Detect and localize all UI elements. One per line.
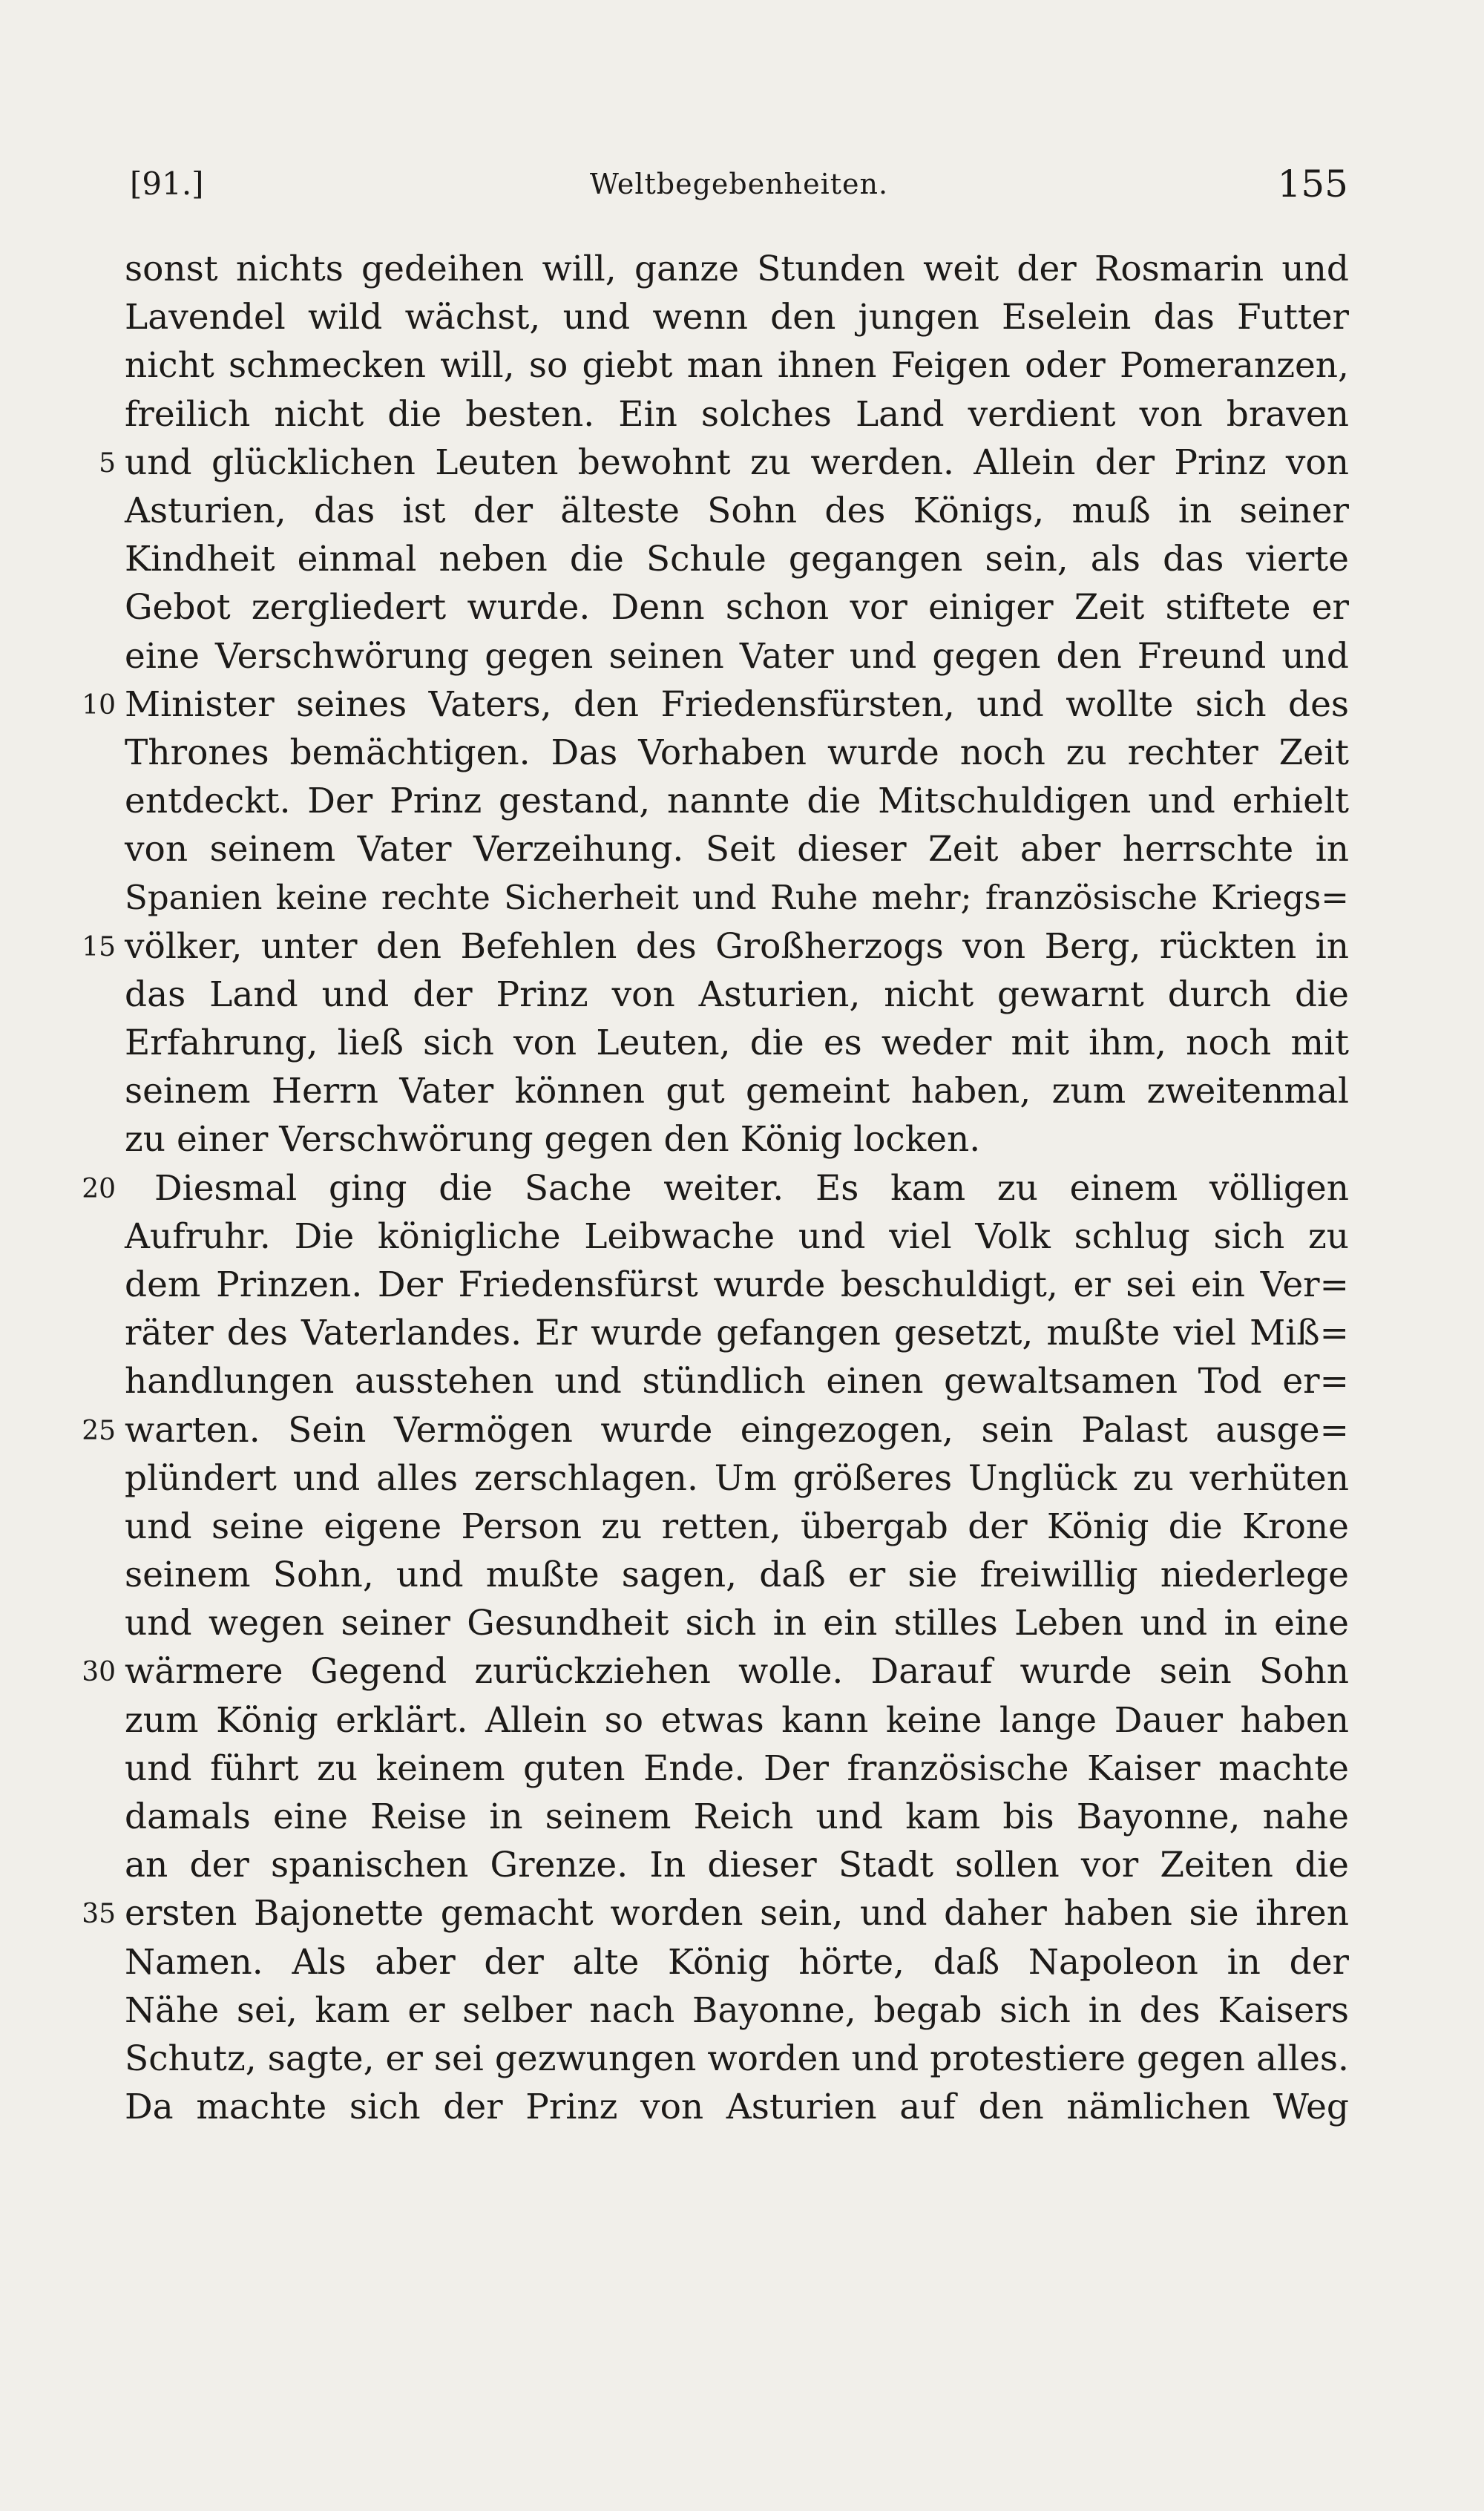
text-line [125,583,1349,631]
text-line [125,1938,1349,1986]
text-line [125,1067,1349,1115]
line-text: Aufruhr. Die königliche Leibwache und viel Volk schlug sich zu [125,1215,1349,1257]
line-text: und seine eigene Person zu retten, übergab der König die Krone [125,1506,1349,1547]
text-line [125,1841,1349,1889]
line-text: ersten Bajonette gemacht worden sein, und daher haben sie ihren [125,1893,1349,1934]
line-text: Schutz, sagte, er sei gezwungen worden und protestiere gegen alles. [125,2038,1349,2079]
line-text: eine Verschwörung gegen seinen Vater und gegen den Freund und [125,635,1349,677]
line-text: und führt zu keinem guten Ende. Der französische Kaiser machte [125,1747,1349,1789]
text-line [125,1357,1349,1405]
text-line [125,1454,1349,1503]
text-line [125,1212,1349,1261]
text-line [125,873,1349,922]
line-text: Diesmal ging die Sache weiter. Es kam zu einem völligen [154,1167,1349,1209]
line-number: 5 [99,447,116,479]
line-text: und glücklichen Leuten bewohnt zu werden. Allein der Prinz von [125,442,1349,483]
text-line [125,293,1349,341]
text-line [125,1986,1349,2035]
text-line [82,1647,1349,1696]
line-text: Kindheit einmal neben die Schule gegangen sein, als das vierte [125,539,1349,580]
text-line [82,680,1349,729]
text-line [125,632,1349,680]
body-text [82,245,1349,2131]
line-text: Gebot zergliedert wurde. Denn schon vor einiger Zeit stiftete er [125,587,1349,628]
line-number: 30 [82,1657,116,1688]
line-text: Asturien, das ist der älteste Sohn des Königs, muß in seiner [125,490,1349,531]
line-text: Nähe sei, kam er selber nach Bayonne, begab sich in des Kaisers [125,1989,1349,2031]
text-line [125,1115,1349,1163]
line-text: zum König erklärt. Allein so etwas kann keine lange Dauer haben [125,1699,1349,1741]
text-line [125,341,1349,390]
line-text: an der spanischen Grenze. In dieser Stadt sollen vor Zeiten die [125,1845,1349,1886]
line-text: Namen. Als aber der alte König hörte, daß Napoleon in der [125,1941,1349,1983]
text-line [125,2083,1349,2131]
line-text: das Land und der Prinz von Asturien, nicht gewarnt durch die [125,974,1349,1015]
line-text: warten. Sein Vermögen wurde eingezogen, sein Palast ausge= [125,1409,1349,1451]
text-line [82,1164,1349,1212]
line-text: zu einer Verschwörung gegen den König locken. [125,1119,981,1161]
line-text: Erfahrung, ließ sich von Leuten, die es weder mit ihm, noch mit [125,1023,1349,1063]
line-text: entdeckt. Der Prinz gestand, nannte die Mitschuldigen und erhielt [125,781,1349,822]
text-line [125,390,1349,439]
page-header [130,162,1348,214]
text-line [125,777,1349,825]
line-text: wärmere Gegend zurückziehen wolle. Darauf wurde sein Sohn [125,1651,1349,1693]
line-text: von seinem Vater Verzeihung. Seit dieser Zeit aber herrschte in [125,829,1349,870]
page-number: 155 [1277,163,1348,206]
text-line [82,1889,1349,1937]
text-line [125,1261,1349,1309]
text-line [125,1599,1349,1647]
text-line [125,1696,1349,1744]
text-line [82,922,1349,971]
line-number: 20 [82,1173,116,1204]
text-line [125,825,1349,873]
line-text: plündert und alles zerschlagen. Um größeres Unglück zu verhüten [125,1457,1349,1499]
text-line [125,245,1349,293]
text-line [125,729,1349,777]
text-line [125,971,1349,1019]
line-number: 25 [82,1415,116,1446]
line-text: Lavendel wild wächst, und wenn den jungen Eselein das Futter [125,297,1349,338]
line-text: räter des Vaterlandes. Er wurde gefangen gesetzt, mußte viel Miß= [125,1313,1349,1354]
text-line [125,535,1349,583]
line-text: und wegen seiner Gesundheit sich in ein stilles Leben und in eine [125,1603,1349,1644]
text-line [125,1503,1349,1551]
line-text: Thrones bemächtigen. Das Vorhaben wurde noch zu rechter Zeit [125,732,1349,773]
line-text: völker, unter den Befehlen des Großherzogs von Berg, rückten in [125,925,1349,967]
line-text: Spanien keine rechte Sicherheit und Ruhe mehr; französische Kriegs= [125,878,1349,918]
line-text: Da machte sich der Prinz von Asturien auf den nämlichen Weg [125,2087,1349,2128]
text-line [125,1793,1349,1841]
text-line [125,1019,1349,1067]
line-text: freilich nicht die besten. Ein solches Land verdient von braven [125,393,1349,435]
text-line [82,1406,1349,1454]
line-text: seinem Sohn, und mußte sagen, daß er sie freiwillig niederlege [125,1555,1349,1596]
signature-mark: [91.] [130,165,204,202]
text-line [125,2035,1349,2083]
running-title: Weltbegebenheiten. [589,168,889,200]
text-line [125,487,1349,535]
line-text: dem Prinzen. Der Friedensfürst wurde beschuldigt, er sei ein Ver= [125,1264,1349,1305]
text-line [125,1744,1349,1793]
text-line [99,439,1349,487]
text-line [125,1551,1349,1599]
text-line [125,1309,1349,1357]
line-text: nicht schmecken will, so giebt man ihnen Feigen oder Pomeranzen, [125,345,1349,387]
line-text: seinem Herrn Vater können gut gemeint haben, zum zweitenmal [125,1071,1349,1112]
line-number: 15 [82,931,116,962]
line-text: damals eine Reise in seinem Reich und kam bis Bayonne, nahe [125,1796,1349,1837]
line-number: 35 [82,1899,116,1930]
line-number: 10 [82,689,116,721]
line-text: handlungen ausstehen und stündlich einen gewaltsamen Tod er= [125,1361,1349,1402]
line-text: sonst nichts gedeihen will, ganze Stunden weit der Rosmarin und [125,249,1349,289]
line-text: Minister seines Vaters, den Friedensfürsten, und wollte sich des [125,683,1349,725]
